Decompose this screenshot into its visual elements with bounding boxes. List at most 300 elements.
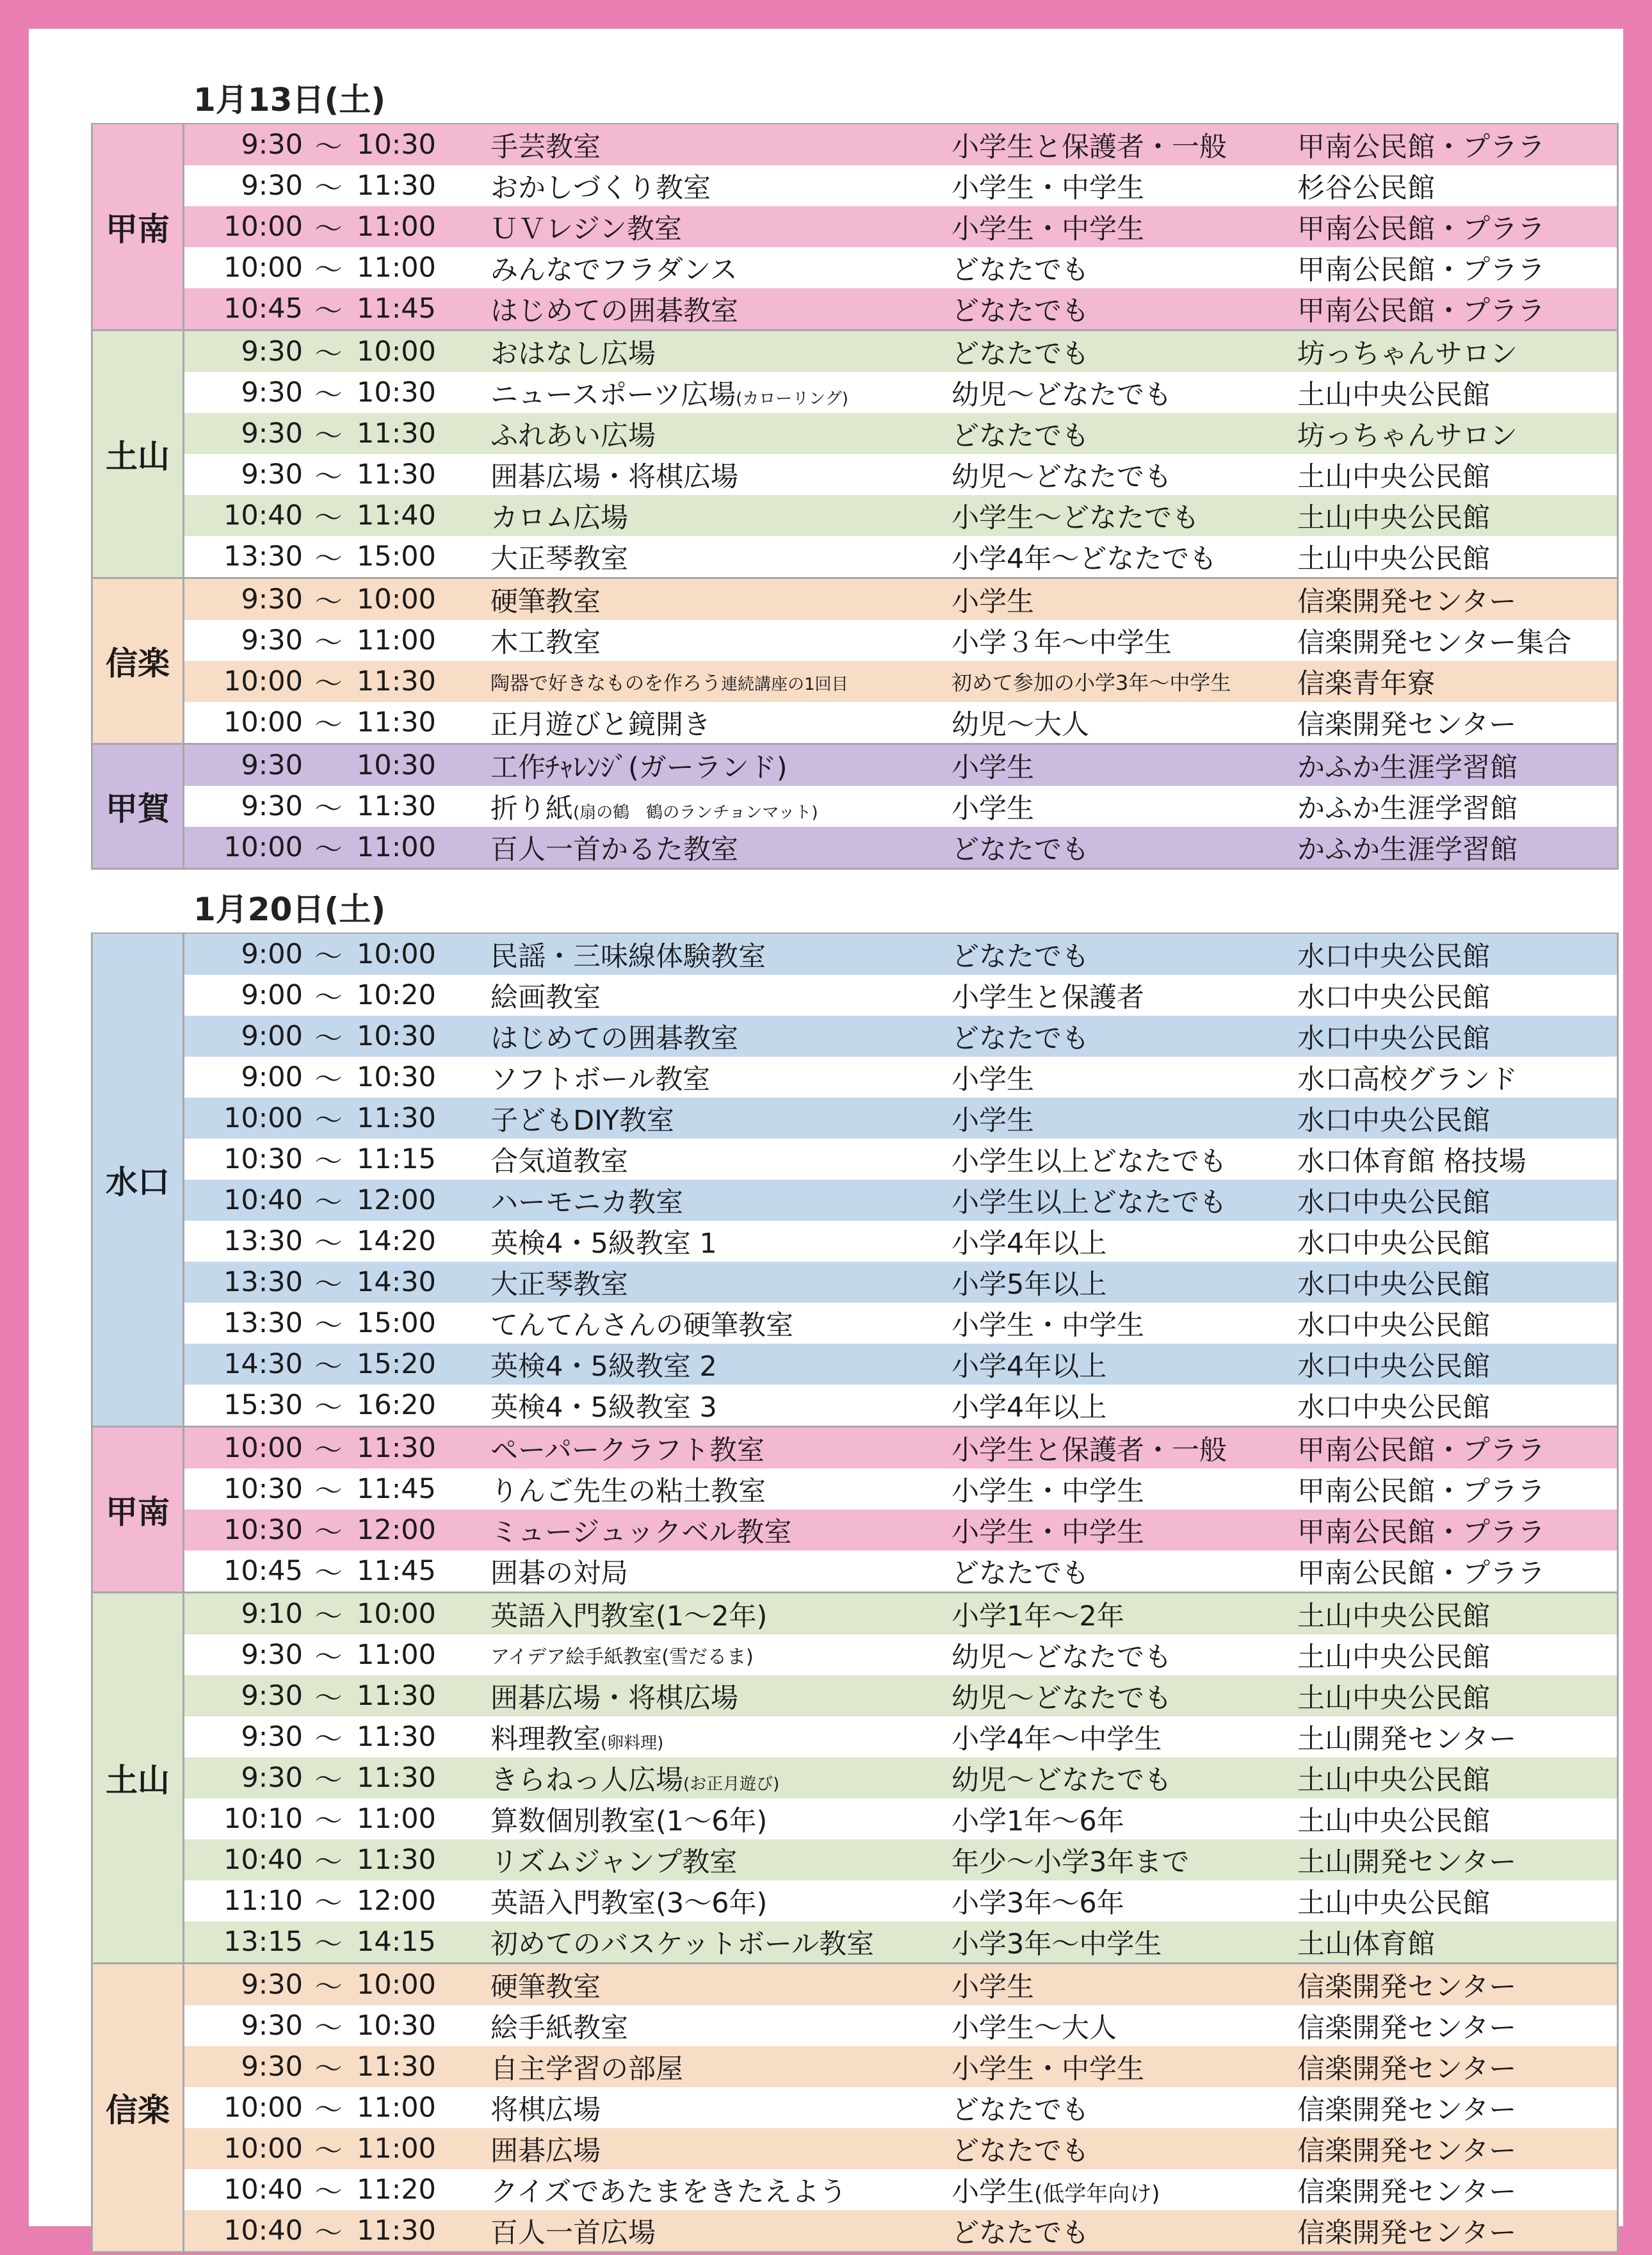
class-title (456, 1718, 952, 1757)
class-title (456, 746, 952, 785)
end-time: 11:45 (357, 1555, 436, 1587)
class-title-text: 英検4・5級教室 3 (490, 1391, 717, 1424)
table-row (184, 1180, 1617, 1221)
target-audience (952, 1677, 1297, 1716)
table-row (184, 165, 1617, 206)
target-audience-text: 小学生以上どなたでも (952, 1186, 1227, 1219)
date-heading: 1月13日(土) (193, 81, 386, 118)
start-time: 9:30 (241, 418, 303, 450)
venue: 甲南公民館・プララ (1297, 213, 1545, 245)
target-audience-text: 小学4年以上 (952, 1391, 1107, 1424)
end-time: 11:45 (357, 293, 436, 325)
end-time: 10:30 (357, 2010, 436, 2042)
venue: 土山中央公民館 (1297, 1682, 1490, 1714)
class-title (456, 208, 952, 247)
class-title (456, 1552, 952, 1591)
class-title (456, 1641, 952, 1669)
end-time: 11:00 (357, 211, 436, 243)
time-separator: ～ (314, 1227, 343, 1260)
target-audience (952, 537, 1297, 576)
time-separator: ～ (314, 1186, 343, 1219)
start-time: 9:30 (241, 1680, 303, 1712)
class-title-text: ふれあい広場 (490, 419, 656, 452)
table-row (184, 2046, 1617, 2087)
target-audience-text: 小学生と保護者・一般 (952, 131, 1227, 163)
class-title-note: (扇の鶴 鶴のランチョンマット) (573, 802, 818, 822)
end-time: 10:00 (357, 1969, 436, 2001)
table-row (184, 2005, 1617, 2046)
class-title (456, 828, 952, 867)
time-separator: ～ (314, 2217, 343, 2249)
target-audience-text: 小学生・中学生 (952, 2053, 1144, 2085)
start-time: 10:10 (223, 1803, 303, 1835)
end-time: 11:00 (357, 1639, 436, 1671)
venue: 土山中央公民館 (1297, 460, 1490, 493)
table-row (184, 1675, 1617, 1716)
end-time: 11:45 (357, 1473, 436, 1505)
target-audience (952, 1304, 1297, 1343)
table-row (184, 1839, 1617, 1880)
time-separator: ～ (314, 172, 343, 204)
class-title (456, 1386, 952, 1425)
target-audience (952, 1017, 1297, 1056)
end-time: 11:30 (357, 2215, 436, 2247)
target-audience-text: 幼児～どなたでも (952, 460, 1172, 493)
region-block (93, 124, 1617, 331)
start-time: 10:30 (223, 1514, 303, 1546)
venue: 土山体育館 (1297, 1928, 1435, 1960)
start-time: 9:30 (241, 2051, 303, 2083)
end-time: 12:00 (357, 1514, 436, 1546)
venue: 水口中央公民館 (1297, 1186, 1490, 1219)
class-title-text: クイズであたまをきたえよう (490, 2176, 847, 2208)
start-time: 10:00 (223, 831, 303, 863)
time-separator: ～ (314, 2012, 343, 2044)
target-audience (952, 2211, 1297, 2251)
region-rows (184, 331, 1617, 577)
start-time: 9:30 (241, 624, 303, 656)
end-time: 11:30 (357, 1844, 436, 1876)
class-title-text: 大正琴教室 (490, 1268, 628, 1301)
target-audience (952, 2129, 1297, 2169)
time-separator: ～ (314, 1268, 343, 1301)
class-title (456, 935, 952, 974)
class-title-text: 英検4・5級教室 1 (490, 1227, 717, 1260)
time-separator: ～ (314, 213, 343, 245)
venue: 甲南公民館・プララ (1297, 1475, 1545, 1508)
target-audience-text: 小学生・中学生 (952, 1475, 1144, 1508)
class-title-text: 将棋広場 (490, 2094, 601, 2126)
time-separator: ～ (314, 1641, 343, 1673)
class-title (456, 1595, 952, 1634)
time-separator: ～ (314, 501, 343, 534)
target-audience-text: 小学生 (952, 2176, 1034, 2208)
time-separator: ～ (314, 940, 343, 973)
table-row (184, 1303, 1617, 1344)
target-audience-text: 小学生 (952, 1063, 1034, 1096)
schedule-table (91, 123, 1619, 870)
class-title-text: 英語入門教室(1～2年) (490, 1600, 768, 1632)
table-row (184, 1798, 1617, 1839)
end-time: 11:30 (357, 2051, 436, 2083)
start-time: 10:30 (223, 1473, 303, 1505)
venue: 甲南公民館・プララ (1297, 1516, 1545, 1549)
target-audience-text: 小学生と保護者・一般 (952, 1434, 1227, 1467)
end-time: 14:15 (357, 1926, 436, 1958)
start-time: 10:40 (223, 2174, 303, 2206)
venue: 甲南公民館・プララ (1297, 295, 1545, 327)
class-title-text: 硬筆教室 (490, 585, 601, 618)
target-audience (952, 703, 1297, 742)
time-separator: ～ (314, 1928, 343, 1960)
venue: かふか生涯学習館 (1297, 833, 1518, 866)
class-title-text: 百人一首広場 (490, 2217, 656, 2249)
table-row (184, 1016, 1617, 1057)
start-time: 10:00 (223, 2133, 303, 2165)
class-title (456, 1470, 952, 1509)
target-audience (952, 1800, 1297, 1839)
end-time: 15:00 (357, 1307, 436, 1339)
end-time: 10:30 (357, 377, 436, 409)
end-time: 10:30 (357, 749, 436, 781)
target-audience (952, 2047, 1297, 2087)
target-audience (952, 1595, 1297, 1634)
time-separator: ～ (314, 1434, 343, 1467)
target-audience (952, 1966, 1297, 2005)
time-separator: ～ (314, 833, 343, 866)
start-time: 15:30 (223, 1389, 303, 1421)
class-title-note: (お正月遊び) (683, 1774, 780, 1794)
time-separator: ～ (314, 585, 343, 618)
venue: 信楽開発センター (1297, 2176, 1517, 2208)
class-title (456, 455, 952, 494)
end-time: 16:20 (357, 1389, 436, 1421)
class-title-text: はじめての囲碁教室 (490, 295, 738, 327)
region-block (93, 1964, 1617, 2251)
region-rows (184, 124, 1617, 329)
end-time: 11:00 (357, 1803, 436, 1835)
target-audience (952, 935, 1297, 974)
venue: 土山中央公民館 (1297, 1887, 1490, 1919)
table-row (184, 2087, 1617, 2128)
target-audience-text: 小学1年～6年 (952, 1805, 1124, 1837)
class-title (456, 126, 952, 165)
class-title-text: 囲碁広場 (490, 2135, 601, 2167)
region-label: 信楽 (93, 1964, 184, 2251)
target-audience-text: どなたでも (952, 338, 1089, 370)
class-title (456, 2211, 952, 2251)
class-title (456, 1882, 952, 1921)
target-audience-text: 小学4年～中学生 (952, 1723, 1162, 1755)
target-audience (952, 828, 1297, 867)
target-audience (952, 1636, 1297, 1675)
target-audience-text: 幼児～大人 (952, 708, 1089, 741)
end-time: 11:30 (357, 418, 436, 450)
venue: 土山中央公民館 (1297, 1600, 1490, 1632)
class-title (456, 2007, 952, 2046)
class-title (456, 289, 952, 329)
target-audience (952, 1552, 1297, 1591)
end-time: 11:30 (357, 790, 436, 822)
table-row (184, 1139, 1617, 1180)
end-time: 10:30 (357, 1061, 436, 1093)
class-title-text: 自主学習の部屋 (490, 2053, 683, 2085)
table-row (184, 247, 1617, 288)
start-time: 9:30 (241, 583, 303, 615)
target-note: (低学年向け) (1034, 2181, 1160, 2207)
table-row (184, 288, 1617, 329)
class-title (456, 167, 952, 206)
time-separator: ～ (314, 1557, 343, 1590)
class-title (456, 414, 952, 453)
target-audience-text: 小学4年～どなたでも (952, 542, 1217, 575)
time-separator: ～ (314, 1887, 343, 1919)
schedule-table (91, 932, 1619, 2253)
class-title-text: 英検4・5級教室 2 (490, 1350, 717, 1383)
target-audience (952, 1386, 1297, 1425)
venue: 甲南公民館・プララ (1297, 254, 1545, 286)
target-audience-text: どなたでも (952, 419, 1089, 452)
end-time: 11:00 (357, 624, 436, 656)
target-audience-text: 小学生 (952, 792, 1034, 825)
end-time: 11:30 (357, 706, 436, 738)
region-label: 土山 (93, 1593, 184, 1962)
time-separator: ～ (314, 1475, 343, 1508)
target-audience-text: どなたでも (952, 833, 1089, 866)
target-audience (952, 332, 1297, 371)
region-block (93, 934, 1617, 1428)
venue: 信楽開発センター (1297, 2094, 1517, 2126)
class-title-text: 囲碁の対局 (490, 1557, 628, 1590)
time-separator: ～ (314, 1805, 343, 1837)
class-title (456, 621, 952, 660)
table-row (184, 1510, 1617, 1551)
start-time: 10:00 (223, 665, 303, 697)
class-title (456, 1099, 952, 1138)
section-gap (91, 870, 1619, 886)
venue: 水口中央公民館 (1297, 981, 1490, 1014)
table-row (184, 1880, 1617, 1921)
start-time: 13:30 (223, 1307, 303, 1339)
venue: 甲南公民館・プララ (1297, 1434, 1545, 1467)
time-separator: ～ (314, 254, 343, 286)
start-time: 11:10 (223, 1885, 303, 1917)
class-title-text: 木工教室 (490, 626, 601, 659)
class-title (456, 1263, 952, 1302)
venue: 土山中央公民館 (1297, 501, 1490, 534)
region-rows (184, 1428, 1617, 1592)
venue: 信楽開発センター (1297, 1971, 1517, 2003)
start-time: 13:30 (223, 1225, 303, 1257)
target-audience-text: 小学生・中学生 (952, 1309, 1144, 1342)
venue: 土山開発センター (1297, 1723, 1517, 1755)
target-audience-text: 小学生と保護者 (952, 981, 1144, 1014)
class-title-text: ソフトボール教室 (490, 1063, 711, 1096)
class-title-text: カロム広場 (490, 501, 628, 534)
target-audience (952, 1222, 1297, 1261)
time-separator: ～ (314, 708, 343, 741)
end-time: 11:00 (357, 252, 436, 284)
start-time: 13:30 (223, 541, 303, 573)
class-title (456, 2170, 952, 2210)
end-time: 14:20 (357, 1225, 436, 1257)
target-audience-text: 小学生・中学生 (952, 172, 1144, 204)
time-separator: ～ (314, 1971, 343, 2003)
class-title-text: 百人一首かるた教室 (490, 833, 738, 866)
end-time: 11:00 (357, 831, 436, 863)
class-title-text: 料理教室 (490, 1723, 601, 1755)
target-audience-text: どなたでも (952, 940, 1089, 973)
table-row (184, 1344, 1617, 1385)
target-audience (952, 1429, 1297, 1468)
end-time: 10:00 (357, 336, 436, 368)
target-audience (952, 208, 1297, 247)
class-title-text: 算数個別教室(1～6年) (490, 1805, 768, 1837)
venue: 坊っちゃんサロン (1297, 419, 1518, 452)
region-rows (184, 1593, 1617, 1962)
time-separator: ～ (314, 667, 343, 700)
target-audience (952, 787, 1297, 826)
time-separator: ～ (314, 1391, 343, 1424)
time-separator: ～ (314, 1516, 343, 1549)
time-separator: ～ (314, 792, 343, 825)
start-time: 9:30 (241, 129, 303, 161)
class-title (456, 667, 952, 696)
start-time: 14:30 (223, 1348, 303, 1380)
class-title-text: きらねっ人広場 (490, 1764, 683, 1796)
target-audience-text: 小学4年以上 (952, 1227, 1107, 1260)
end-time: 10:30 (357, 1020, 436, 1052)
region-rows (184, 1964, 1617, 2251)
start-time: 9:30 (241, 1721, 303, 1753)
class-title-text: おかしづくり教室 (490, 172, 711, 204)
class-title (456, 496, 952, 535)
venue: 信楽青年寮 (1297, 667, 1435, 700)
table-row (184, 1551, 1617, 1592)
end-time: 11:30 (357, 170, 436, 202)
schedule-content (91, 77, 1619, 2253)
class-title (456, 1304, 952, 1343)
class-title (456, 1017, 952, 1056)
venue: 水口中央公民館 (1297, 1309, 1490, 1342)
class-title-text: 囲碁広場・将棋広場 (490, 1682, 738, 1714)
time-separator: ～ (314, 419, 343, 452)
venue: 信楽開発センター (1297, 708, 1517, 741)
venue: かふか生涯学習館 (1297, 751, 1518, 784)
end-time: 11:30 (357, 1102, 436, 1134)
region-block (93, 1428, 1617, 1593)
target-audience (952, 1099, 1297, 1138)
region-rows (184, 934, 1617, 1426)
venue: 水口中央公民館 (1297, 1391, 1490, 1424)
class-title (456, 1140, 952, 1179)
class-title-note: 連続講座の1回目 (721, 675, 848, 694)
target-audience-text: 小学生～どなたでも (952, 501, 1199, 534)
venue: 信楽開発センター (1297, 2217, 1517, 2249)
time-separator: ～ (314, 1104, 343, 1137)
class-title-text: ハーモニカ教室 (490, 1186, 683, 1219)
target-audience-text: 幼児～どなたでも (952, 1641, 1172, 1673)
table-row (184, 1262, 1617, 1303)
time-separator: ～ (314, 1846, 343, 1878)
class-title (456, 1759, 952, 1798)
target-audience-text: 初めて参加の小学3年～中学生 (952, 671, 1231, 695)
target-audience (952, 1140, 1297, 1179)
venue: 信楽開発センター (1297, 2135, 1517, 2167)
target-audience-text: どなたでも (952, 254, 1089, 286)
end-time: 10:30 (357, 129, 436, 161)
class-title-text: 陶器で好きなものを作ろう (490, 672, 721, 695)
region-label: 信楽 (93, 579, 184, 743)
end-time: 12:00 (357, 1184, 436, 1216)
table-row (184, 745, 1617, 786)
target-audience-text: どなたでも (952, 2217, 1089, 2249)
region-rows (184, 745, 1617, 868)
class-title-text: 囲碁広場・将棋広場 (490, 460, 738, 493)
table-row (184, 620, 1617, 661)
class-title-text: ペーパークラフト教室 (490, 1434, 765, 1467)
table-row (184, 661, 1617, 702)
start-time: 10:40 (223, 1184, 303, 1216)
class-title (456, 1800, 952, 1839)
target-audience (952, 2088, 1297, 2128)
time-separator: ～ (314, 338, 343, 370)
start-time: 9:30 (241, 459, 303, 491)
start-time: 10:45 (223, 1555, 303, 1587)
region-block (93, 579, 1617, 745)
venue: 水口中央公民館 (1297, 940, 1490, 973)
venue: 水口中央公民館 (1297, 1104, 1490, 1137)
target-audience (952, 1345, 1297, 1384)
time-separator: ～ (314, 1309, 343, 1342)
class-title (456, 1429, 952, 1468)
target-audience (952, 746, 1297, 785)
class-title (456, 580, 952, 619)
table-row (184, 827, 1617, 868)
start-time: 10:00 (223, 1432, 303, 1464)
class-title (456, 2088, 952, 2128)
end-time: 11:20 (357, 2174, 436, 2206)
target-audience-text: どなたでも (952, 2094, 1089, 2126)
start-time: 10:00 (223, 252, 303, 284)
class-title-text: 子どもDIY教室 (490, 1104, 675, 1137)
venue: 水口中央公民館 (1297, 1350, 1490, 1383)
region-label: 甲南 (93, 124, 184, 329)
end-time: 11:40 (357, 500, 436, 532)
date-heading: 1月20日(土) (193, 891, 386, 928)
time-separator: ～ (314, 542, 343, 575)
time-separator: ～ (314, 981, 343, 1014)
class-title-text: りんご先生の粘土教室 (490, 1475, 766, 1508)
class-title-text: 正月遊びと鏡開き (490, 708, 711, 741)
start-time: 9:30 (241, 2010, 303, 2042)
target-audience (952, 1841, 1297, 1880)
table-row (184, 1964, 1617, 2005)
target-audience-text: 小学3年～中学生 (952, 1928, 1162, 1960)
class-title (456, 1181, 952, 1220)
class-title-text: リズムジャンプ教室 (490, 1846, 738, 1878)
target-audience-text: 小学３年～中学生 (952, 626, 1172, 659)
end-time: 11:30 (357, 1721, 436, 1753)
target-audience (952, 1181, 1297, 1220)
table-row (184, 1385, 1617, 1426)
class-title (456, 787, 952, 826)
target-audience (952, 289, 1297, 329)
target-audience-text: 小学生 (952, 751, 1034, 784)
venue: 甲南公民館・プララ (1297, 1557, 1545, 1590)
target-audience-text: 小学生・中学生 (952, 213, 1144, 245)
target-audience (952, 667, 1297, 696)
